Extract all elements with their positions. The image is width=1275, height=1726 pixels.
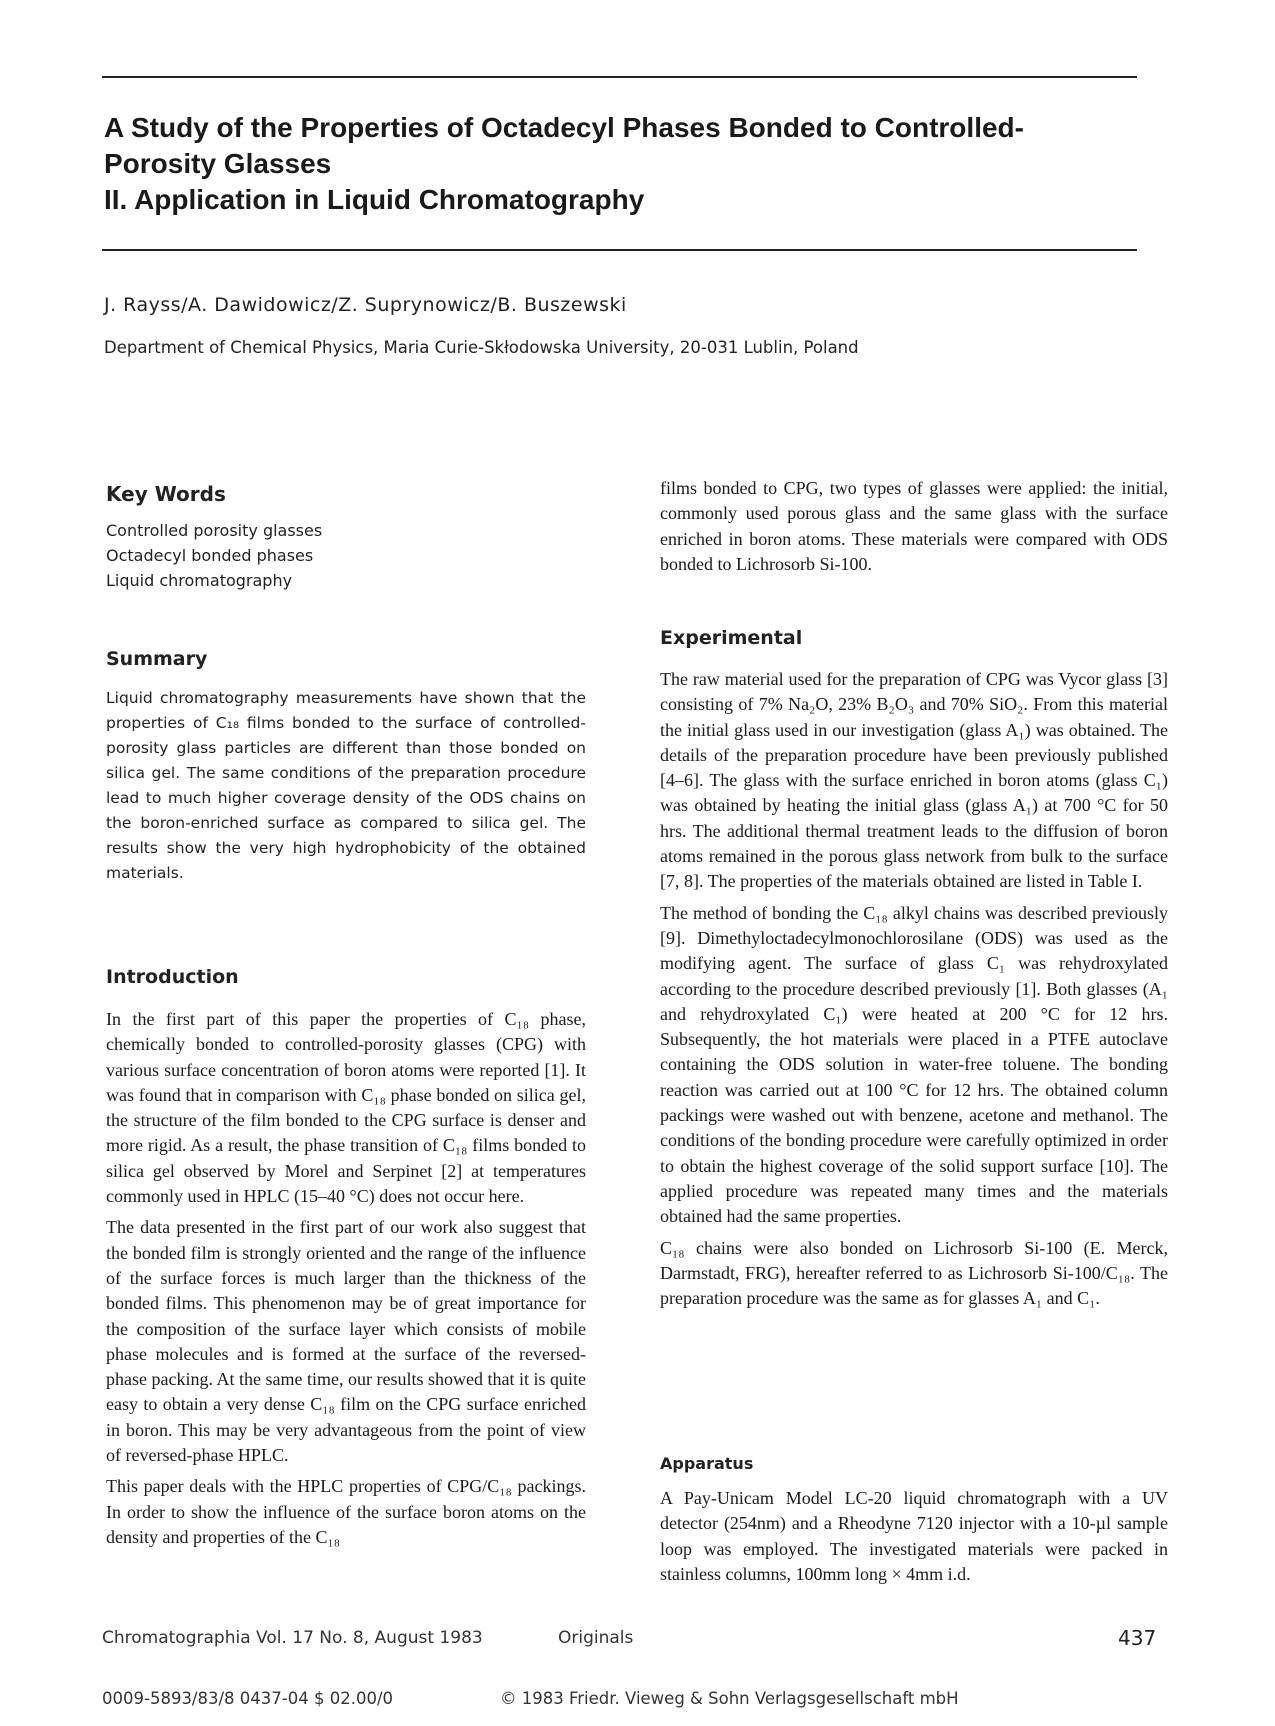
introduction-section: [106, 966, 586, 1556]
keyword-item: Controlled porosity glasses: [106, 521, 323, 540]
journal-citation: Chromatographia Vol. 17 No. 8, August 1983: [102, 1628, 483, 1648]
paragraph: C₁₈ chains were also bonded on Lichrosorb Si-100 (E. Merck, Darmstadt, FRG), hereafter referred to as Lichrosorb Si-100/C₁₈. The preparation procedure was the same as for glasses A₁ and C₁.: [660, 1237, 1168, 1309]
introduction-heading: Introduction: [106, 966, 239, 988]
experimental-heading: Experimental: [660, 627, 803, 649]
paragraph: This paper deals with the HPLC properties of CPG/C₁₈ packings. In order to show the influence of the surface boron atoms on the density and properties of the C₁₈: [106, 1476, 586, 1547]
experimental-body: [660, 667, 1168, 1311]
page-number: 437: [1118, 1626, 1157, 1650]
copyright: © 1983 Friedr. Vieweg & Sohn Verlagsgesellschaft mbH: [500, 1689, 959, 1708]
keywords-list: [106, 518, 586, 593]
title-bottom-rule: [102, 249, 1137, 251]
issn-price: 0009-5893/83/8 0437-04 $ 02.00/0: [102, 1689, 394, 1708]
keywords-section: [106, 482, 586, 593]
affiliation: Department of Chemical Physics, Maria Curie-Skłodowska University, 20-031 Lublin, Poland: [104, 338, 859, 357]
keyword-item: Octadecyl bonded phases: [106, 546, 314, 565]
keyword-item: Liquid chromatography: [106, 571, 293, 590]
experimental-section: [660, 627, 1168, 1317]
paragraph: The raw material used for the preparation of CPG was Vycor glass [3] consisting of 7% Na₂O, 23% B₂O₃ and 70% SiO₂. From this material the initial glass used in our investigation (glass A₁) was obtained. The details of the preparation procedure have been previously published [4–6]. The glass with the surface enriched in boron atoms (glass C₁) was obtained by heating the initial glass (glass A₁) at 700 °C for 50 hrs. The additional thermal treatment leads to the diffusion of boron atoms remained in the porous glass network from bulk to the surface [7, 8]. The properties of the materials obtained are listed in Table I.: [660, 669, 1168, 892]
intro-continuation: films bonded to CPG, two types of glasses were applied: the initial, commonly used porous glass and the same glass with the surface enriched in boron atoms. These materials were compared with ODS bonded to Lichrosorb Si-100.: [660, 478, 1168, 574]
section-label: Originals: [558, 1628, 634, 1648]
summary-text: Liquid chromatography measurements have shown that the properties of C₁₈ films bonded to the surface of controlled-porosity glass particles are different than those bonded on silica gel. The same conditions of the preparation procedure lead to much higher coverage density of the ODS chains on the boron-enriched surface as compared to silica gel. The results show the very high hydrophobicity of the obtained materials.: [106, 689, 586, 882]
paragraph: The data presented in the first part of our work also suggest that the bonded film is strongly oriented and the range of the influence of the surface forces is much larger than the thickness of the bonded films. This phenomenon may be of great importance for the composition of the surface layer which consists of mobile phase molecules and is formed at the surface of the reversed-phase packing. At the same time, our results showed that it is quite easy to obtain a very dense C₁₈ film on the CPG surface enriched in boron. This may be very advantageous from the point of view of reversed-phase HPLC.: [106, 1217, 586, 1466]
authors: J. Rayss/A. Dawidowicz/Z. Suprynowicz/B. Buszewski: [104, 294, 627, 316]
top-rule: [102, 76, 1137, 78]
paragraph: The method of bonding the C₁₈ alkyl chains was described previously [9]. Dimethyloctadecylmonochlorosilane (ODS) was used as the modifying agent. The surface of glass C₁ was rehydroxylated according to the procedure described previously [1]. Both glasses (A₁ and rehydroxylated C₁) were heated at 200 °C for 12 hrs. Subsequently, the hot materials were placed in a PTFE autoclave containing the ODS solution in water-free toluene. The bonding reaction was carried out at 100 °C for 12 hrs. The obtained column packings were washed out with benzene, acetone and methanol. The conditions of the bonding procedure were carefully optimized in order to obtain the highest coverage of the solid support surface [10]. The applied procedure was repeated many times and the materials obtained had the same properties.: [660, 902, 1168, 1227]
introduction-body: [106, 1007, 586, 1550]
summary-heading: Summary: [106, 648, 208, 670]
title-line-1: A Study of the Properties of Octadecyl Phases Bonded to Controlled-: [104, 112, 1024, 143]
keywords-heading: Key Words: [106, 482, 226, 506]
title-line-3: II. Application in Liquid Chromatography: [104, 184, 645, 215]
summary-section: [106, 648, 586, 886]
apparatus-text: A Pay-Unicam Model LC-20 liquid chromatograph with a UV detector (254nm) and a Rheodyne 7120 injector with a 10-µl sample loop was employed. The investigated materials were packed in stainless columns, 100mm long × 4mm i.d.: [660, 1488, 1168, 1584]
title-line-2: Porosity Glasses: [104, 148, 332, 179]
apparatus-section: [660, 1454, 1168, 1587]
apparatus-heading: Apparatus: [660, 1454, 754, 1473]
paragraph: In the first part of this paper the properties of C₁₈ phase, chemically bonded to controlled-porosity glasses (CPG) with various surface concentration of boron atoms were reported [1]. It was found that in comparison with C₁₈ phase bonded on silica gel, the structure of the film bonded to the CPG surface is denser and more rigid. As a result, the phase transition of C₁₈ films bonded to silica gel observed by Morel and Serpinet [2] at temperatures commonly used in HPLC (15–40 °C) does not occur here.: [106, 1009, 586, 1207]
article-title: [104, 110, 1144, 218]
